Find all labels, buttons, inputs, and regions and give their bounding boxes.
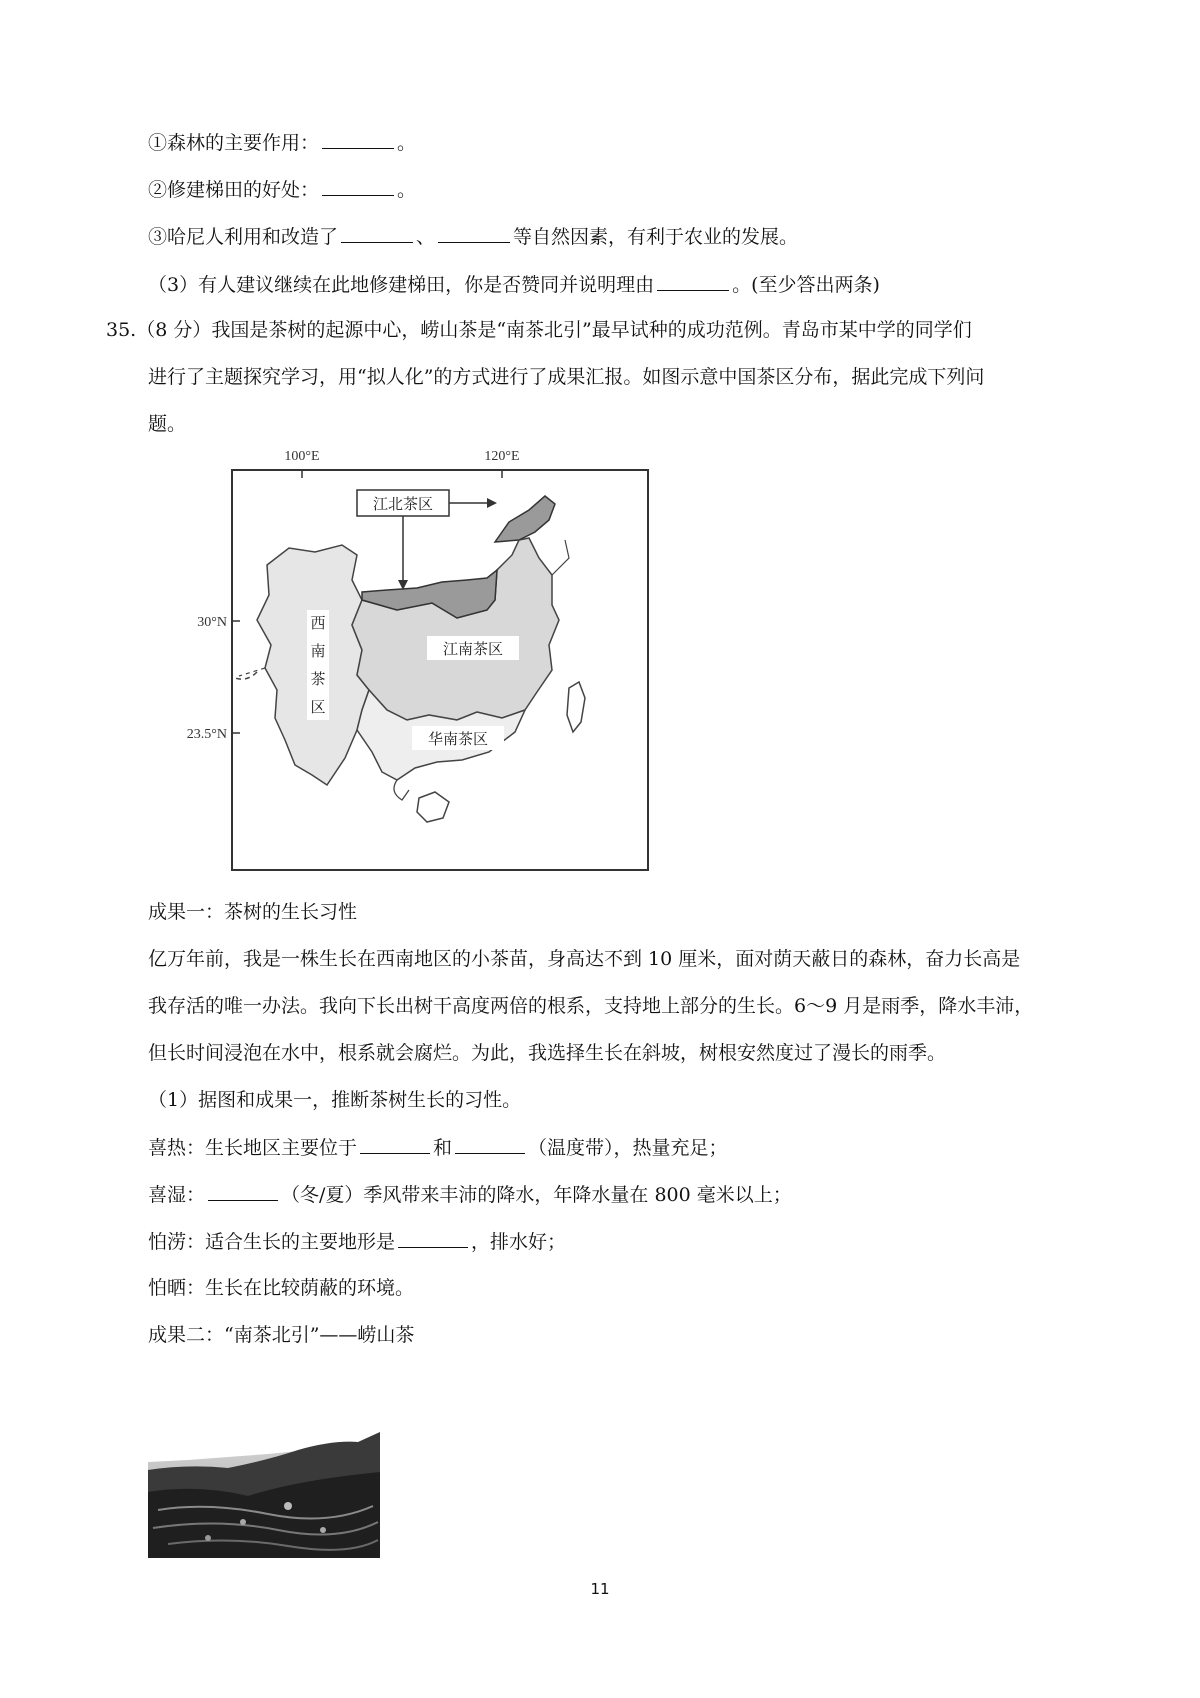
label-xinan-4: 区 <box>310 698 326 716</box>
habit-heat: 喜热：生长地区主要位于 和 （温度带），热量充足； <box>148 1133 728 1162</box>
answer-blank[interactable] <box>360 1133 430 1154</box>
label-jiangnan: 江南茶区 <box>442 640 504 658</box>
photo-highlight <box>240 1519 246 1525</box>
page-number: 11 <box>590 1580 610 1598</box>
label-100e: 100°E <box>284 449 320 464</box>
photo-highlight <box>284 1502 292 1510</box>
answer-blank[interactable] <box>322 128 394 149</box>
q34-item2: ②修建梯田的好处： 。 <box>148 175 416 204</box>
answer-blank[interactable] <box>322 175 394 196</box>
photo-highlight <box>205 1535 211 1541</box>
q34-item1: ①森林的主要作用： 。 <box>148 128 416 157</box>
answer-blank[interactable] <box>398 1227 468 1248</box>
sub-question-1: （1）据图和成果一，推断茶树生长的习性。 <box>148 1089 522 1111</box>
result1-para-line1: 亿万年前，我是一株生长在西南地区的小茶苗，身高达不到 10 厘米，面对荫天蔽日的森林，奋力长高是 <box>148 948 1021 970</box>
answer-blank[interactable] <box>438 222 510 243</box>
photo-highlight <box>320 1527 326 1533</box>
q34-item3: ③哈尼人利用和改造了 、 等自然因素，有利于农业的发展。 <box>148 222 798 251</box>
q35-intro-line3: 题。 <box>148 413 187 435</box>
result1-title: 成果一：茶树的生长习性 <box>148 901 358 923</box>
answer-blank[interactable] <box>657 270 729 291</box>
q35-intro-line1: 35.（8 分）我国是茶树的起源中心，崂山茶是“南茶北引”最早试种的成功范例。青岛市某中学的同学们 <box>106 319 972 341</box>
answer-blank[interactable] <box>208 1180 278 1201</box>
answer-blank[interactable] <box>455 1133 525 1154</box>
answer-blank[interactable] <box>341 222 413 243</box>
habit-flood: 怕涝：适合生长的主要地形是 ，排水好； <box>148 1227 566 1256</box>
habit-sun: 怕晒：生长在比较荫蔽的环境。 <box>148 1277 415 1299</box>
habit-wet: 喜湿： （冬/夏）季风带来丰沛的降水，年降水量在 800 毫米以上； <box>148 1180 792 1209</box>
label-xinan-1: 西 <box>310 614 326 632</box>
q34-sub3: （3）有人建议继续在此地修建梯田，你是否赞同并说明理由 。(至少答出两条) <box>148 270 880 299</box>
label-30n: 30°N <box>197 615 227 630</box>
tea-region-map <box>157 440 657 880</box>
label-xinan-2: 南 <box>310 642 326 660</box>
result1-para-line3: 但长时间浸泡在水中，根系就会腐烂。为此，我选择生长在斜坡，树根安然度过了漫长的雨季。 <box>148 1042 947 1064</box>
result2-title: 成果二：“南茶北引”——崂山茶 <box>148 1324 415 1346</box>
label-120e: 120°E <box>484 449 520 464</box>
label-huanan: 华南茶区 <box>427 730 489 748</box>
laoshan-tea-photo <box>148 1410 380 1558</box>
result1-para-line2: 我存活的唯一办法。我向下长出树干高度两倍的根系，支持地上部分的生长。6～9 月是雨季，降水丰沛， <box>148 995 1034 1017</box>
label-23n: 23.5°N <box>186 727 227 742</box>
q35-intro-line2: 进行了主题探究学习，用“拟人化”的方式进行了成果汇报。如图示意中国茶区分布，据此完成下列问 <box>148 366 985 388</box>
label-jiangbei: 江北茶区 <box>372 495 434 513</box>
label-xinan-3: 茶 <box>310 670 326 688</box>
